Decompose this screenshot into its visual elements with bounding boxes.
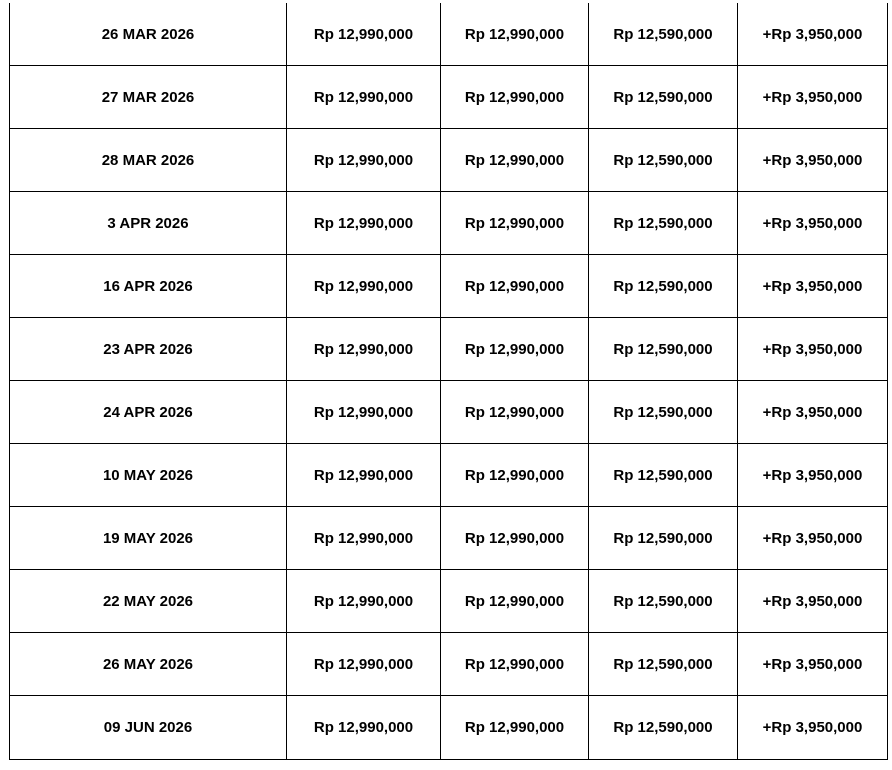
departure-date-cell: 22 MAY 2026 xyxy=(10,570,287,633)
table-row xyxy=(10,633,888,696)
price-cell-1: Rp 12,990,000 xyxy=(287,507,441,570)
price-cell-3: Rp 12,590,000 xyxy=(589,318,738,381)
price-cell-1: Rp 12,990,000 xyxy=(287,570,441,633)
price-cell-2: Rp 12,990,000 xyxy=(441,633,589,696)
table-row xyxy=(10,570,888,633)
price-cell-2: Rp 12,990,000 xyxy=(441,192,589,255)
table-row xyxy=(10,3,888,66)
price-cell-2: Rp 12,990,000 xyxy=(441,381,589,444)
surcharge-cell: +Rp 3,950,000 xyxy=(738,192,888,255)
price-cell-1: Rp 12,990,000 xyxy=(287,633,441,696)
price-cell-1: Rp 12,990,000 xyxy=(287,3,441,66)
surcharge-cell: +Rp 3,950,000 xyxy=(738,507,888,570)
price-cell-2: Rp 12,990,000 xyxy=(441,255,589,318)
departure-date-cell: 09 JUN 2026 xyxy=(10,696,287,760)
price-cell-2: Rp 12,990,000 xyxy=(441,318,589,381)
departure-date-cell: 19 MAY 2026 xyxy=(10,507,287,570)
price-cell-1: Rp 12,990,000 xyxy=(287,66,441,129)
price-cell-2: Rp 12,990,000 xyxy=(441,66,589,129)
price-cell-3: Rp 12,590,000 xyxy=(589,507,738,570)
departure-date-cell: 28 MAR 2026 xyxy=(10,129,287,192)
price-cell-2: Rp 12,990,000 xyxy=(441,570,589,633)
table-row xyxy=(10,381,888,444)
price-cell-3: Rp 12,590,000 xyxy=(589,129,738,192)
price-cell-3: Rp 12,590,000 xyxy=(589,381,738,444)
price-cell-1: Rp 12,990,000 xyxy=(287,444,441,507)
price-cell-3: Rp 12,590,000 xyxy=(589,570,738,633)
price-cell-2: Rp 12,990,000 xyxy=(441,696,589,760)
table-row xyxy=(10,507,888,570)
departure-price-table xyxy=(9,3,888,760)
price-cell-1: Rp 12,990,000 xyxy=(287,129,441,192)
table-row xyxy=(10,318,888,381)
price-cell-3: Rp 12,590,000 xyxy=(589,444,738,507)
price-cell-3: Rp 12,590,000 xyxy=(589,696,738,760)
price-cell-3: Rp 12,590,000 xyxy=(589,255,738,318)
table-row xyxy=(10,66,888,129)
price-table-container xyxy=(9,3,887,760)
price-cell-3: Rp 12,590,000 xyxy=(589,66,738,129)
price-cell-1: Rp 12,990,000 xyxy=(287,696,441,760)
surcharge-cell: +Rp 3,950,000 xyxy=(738,255,888,318)
price-cell-1: Rp 12,990,000 xyxy=(287,255,441,318)
departure-date-cell: 26 MAR 2026 xyxy=(10,3,287,66)
departure-date-cell: 27 MAR 2026 xyxy=(10,66,287,129)
surcharge-cell: +Rp 3,950,000 xyxy=(738,3,888,66)
surcharge-cell: +Rp 3,950,000 xyxy=(738,444,888,507)
price-cell-2: Rp 12,990,000 xyxy=(441,507,589,570)
departure-date-cell: 26 MAY 2026 xyxy=(10,633,287,696)
surcharge-cell: +Rp 3,950,000 xyxy=(738,129,888,192)
departure-date-cell: 3 APR 2026 xyxy=(10,192,287,255)
price-cell-3: Rp 12,590,000 xyxy=(589,633,738,696)
surcharge-cell: +Rp 3,950,000 xyxy=(738,570,888,633)
price-cell-3: Rp 12,590,000 xyxy=(589,192,738,255)
surcharge-cell: +Rp 3,950,000 xyxy=(738,633,888,696)
departure-date-cell: 16 APR 2026 xyxy=(10,255,287,318)
price-cell-2: Rp 12,990,000 xyxy=(441,129,589,192)
price-cell-1: Rp 12,990,000 xyxy=(287,318,441,381)
surcharge-cell: +Rp 3,950,000 xyxy=(738,318,888,381)
departure-date-cell: 24 APR 2026 xyxy=(10,381,287,444)
table-row xyxy=(10,255,888,318)
price-cell-1: Rp 12,990,000 xyxy=(287,192,441,255)
price-cell-1: Rp 12,990,000 xyxy=(287,381,441,444)
departure-date-cell: 10 MAY 2026 xyxy=(10,444,287,507)
price-cell-2: Rp 12,990,000 xyxy=(441,3,589,66)
table-row xyxy=(10,696,888,760)
price-cell-3: Rp 12,590,000 xyxy=(589,3,738,66)
departure-date-cell: 23 APR 2026 xyxy=(10,318,287,381)
price-cell-2: Rp 12,990,000 xyxy=(441,444,589,507)
surcharge-cell: +Rp 3,950,000 xyxy=(738,696,888,760)
table-row xyxy=(10,192,888,255)
table-row xyxy=(10,129,888,192)
surcharge-cell: +Rp 3,950,000 xyxy=(738,66,888,129)
surcharge-cell: +Rp 3,950,000 xyxy=(738,381,888,444)
table-row xyxy=(10,444,888,507)
